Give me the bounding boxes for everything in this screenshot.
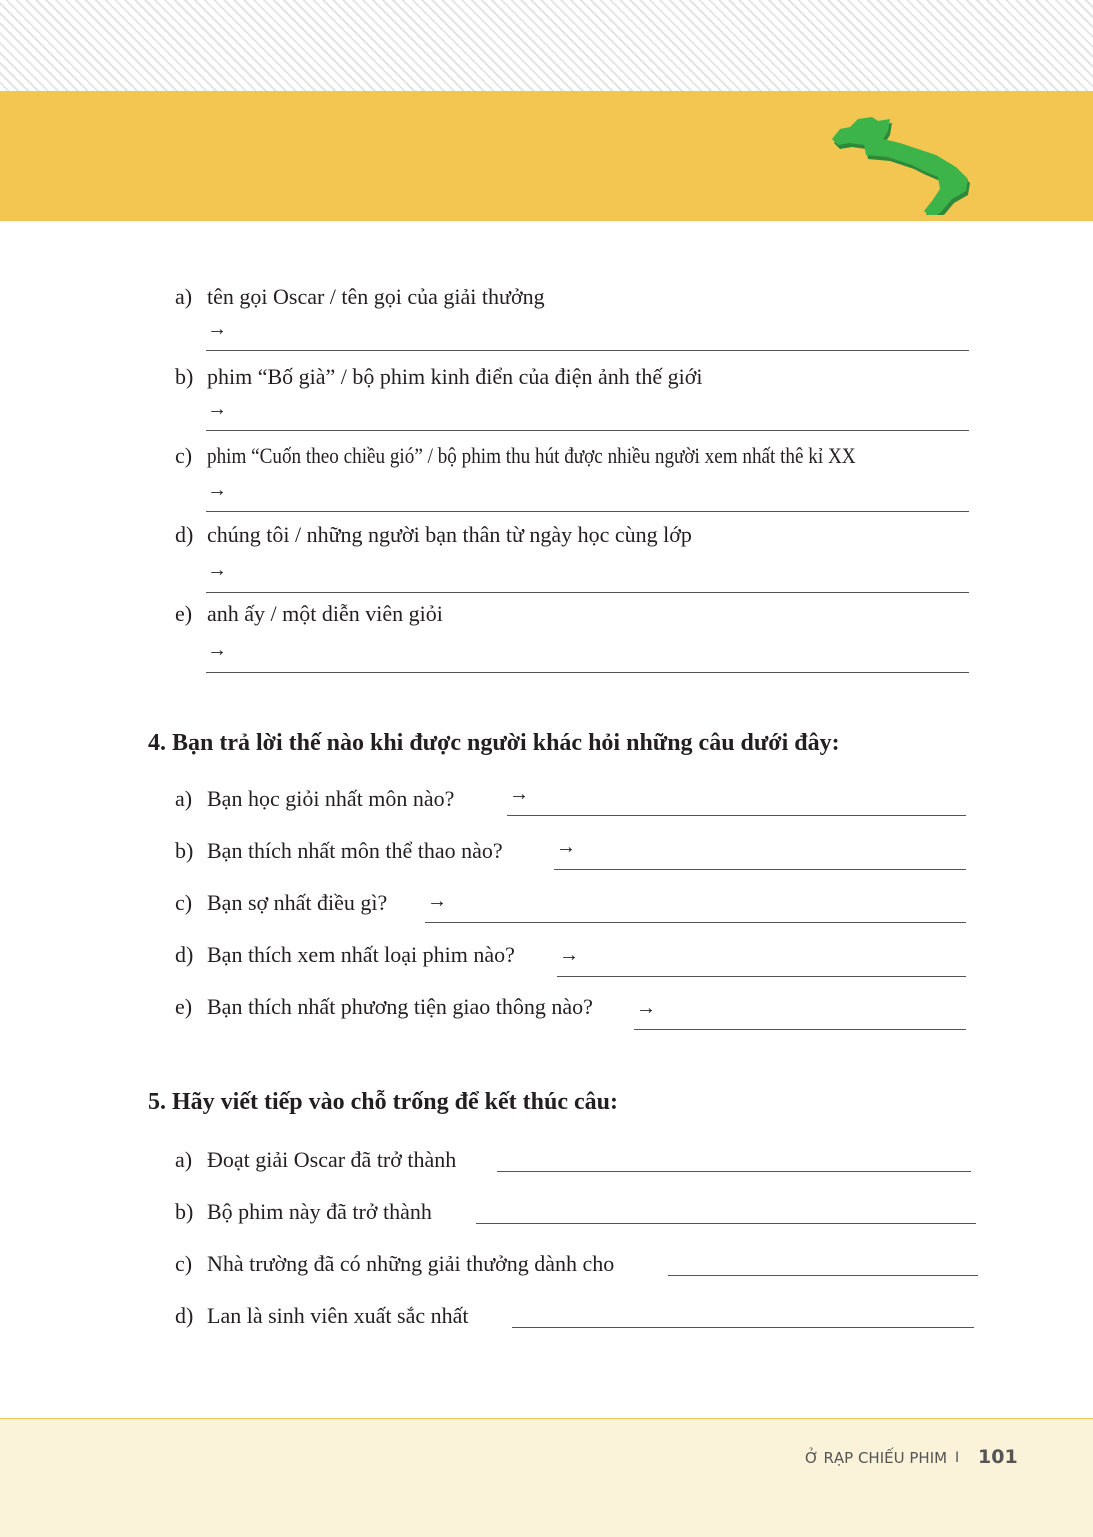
- answer-line-e[interactable]: [634, 1029, 966, 1030]
- item-text: phim “Cuốn theo chiều gió” / bộ phim thu hút được nhiều người xem nhất thê kỉ XX: [207, 443, 856, 468]
- section5-heading: 5. Hãy viết tiếp vào chỗ trống để kết thúc câu:: [148, 1089, 618, 1115]
- item-label: e): [175, 601, 193, 626]
- s3-item-d: [175, 522, 692, 548]
- s5-item-a: [175, 1147, 456, 1173]
- s3-item-e: [175, 601, 443, 627]
- item-label: b): [175, 838, 194, 863]
- answer-line-d[interactable]: [557, 976, 966, 977]
- answer-line-a[interactable]: [497, 1171, 971, 1172]
- item-label: c): [175, 890, 193, 915]
- item-label: d): [175, 1303, 194, 1328]
- answer-line-b[interactable]: [476, 1223, 976, 1224]
- arrow-icon: →: [207, 559, 227, 581]
- item-text: Bạn thích nhất phương tiện giao thông nào?: [207, 994, 593, 1019]
- footer-separator: I: [955, 1450, 960, 1466]
- s5-item-b: [175, 1199, 432, 1225]
- s4-item-e: [175, 994, 593, 1020]
- answer-line-b[interactable]: [206, 430, 969, 431]
- arrow-icon: →: [207, 639, 227, 661]
- item-label: a): [175, 284, 193, 309]
- s4-item-b: [175, 838, 503, 864]
- page-number: 101: [978, 1446, 1018, 1468]
- arrow-icon: →: [207, 398, 227, 420]
- arrow-icon: →: [427, 890, 447, 912]
- s4-item-a: [175, 786, 454, 812]
- item-text: Nhà trường đã có những giải thưởng dành cho: [207, 1251, 615, 1276]
- section4-heading: 4. Bạn trả lời thế nào khi được người khác hỏi những câu dưới đây:: [148, 730, 840, 756]
- answer-line-d[interactable]: [512, 1327, 974, 1328]
- s3-item-a: [175, 284, 545, 310]
- item-text: Bạn thích nhất môn thể thao nào?: [207, 838, 503, 863]
- item-label: b): [175, 364, 194, 389]
- item-label: d): [175, 942, 194, 967]
- item-label: a): [175, 786, 193, 811]
- s4-item-d: [175, 942, 515, 968]
- item-text: Lan là sinh viên xuất sắc nhất: [207, 1303, 469, 1328]
- s5-item-d: [175, 1303, 468, 1329]
- s4-item-c: [175, 890, 387, 916]
- item-text: chúng tôi / những người bạn thân từ ngày học cùng lớp: [207, 522, 692, 547]
- item-text: Đoạt giải Oscar đã trở thành: [207, 1147, 457, 1172]
- item-text: phim “Bố già” / bộ phim kinh điển của điện ảnh thế giới: [207, 364, 703, 389]
- item-text: Bộ phim này đã trở thành: [207, 1199, 432, 1224]
- item-text: Bạn sợ nhất điều gì?: [207, 890, 388, 915]
- answer-line-a[interactable]: [507, 815, 966, 816]
- answer-line-c[interactable]: [668, 1275, 978, 1276]
- answer-line-a[interactable]: [206, 350, 969, 351]
- answer-line-c[interactable]: [425, 922, 966, 923]
- footer: [0, 1418, 1093, 1537]
- answer-line-e[interactable]: [206, 672, 969, 673]
- item-label: d): [175, 522, 194, 547]
- arrow-icon: →: [207, 479, 227, 501]
- s5-item-c: [175, 1251, 614, 1277]
- answer-line-c[interactable]: [206, 511, 969, 512]
- item-text: anh ấy / một diễn viên giỏi: [207, 601, 443, 626]
- answer-line-d[interactable]: [206, 592, 969, 593]
- item-text: Bạn học giỏi nhất môn nào?: [207, 786, 455, 811]
- item-label: c): [175, 1251, 193, 1276]
- item-label: b): [175, 1199, 194, 1224]
- item-label: c): [175, 443, 193, 468]
- arrow-icon: →: [556, 836, 576, 858]
- item-label: e): [175, 994, 193, 1019]
- item-label: a): [175, 1147, 193, 1172]
- arrow-icon: →: [559, 944, 579, 966]
- arrow-icon: →: [636, 997, 656, 1019]
- arrow-icon: →: [509, 783, 529, 805]
- vietnam-map-icon: [828, 115, 973, 215]
- chapter-title: Ở RẠP CHIẾU PHIM: [805, 1449, 948, 1467]
- s3-item-c: [175, 443, 953, 469]
- item-text: Bạn thích xem nhất loại phim nào?: [207, 942, 515, 967]
- item-text: tên gọi Oscar / tên gọi của giải thưởng: [207, 284, 545, 309]
- answer-line-b[interactable]: [554, 869, 966, 870]
- striped-header: [0, 0, 1093, 91]
- s3-item-b: [175, 364, 703, 390]
- arrow-icon: →: [207, 318, 227, 340]
